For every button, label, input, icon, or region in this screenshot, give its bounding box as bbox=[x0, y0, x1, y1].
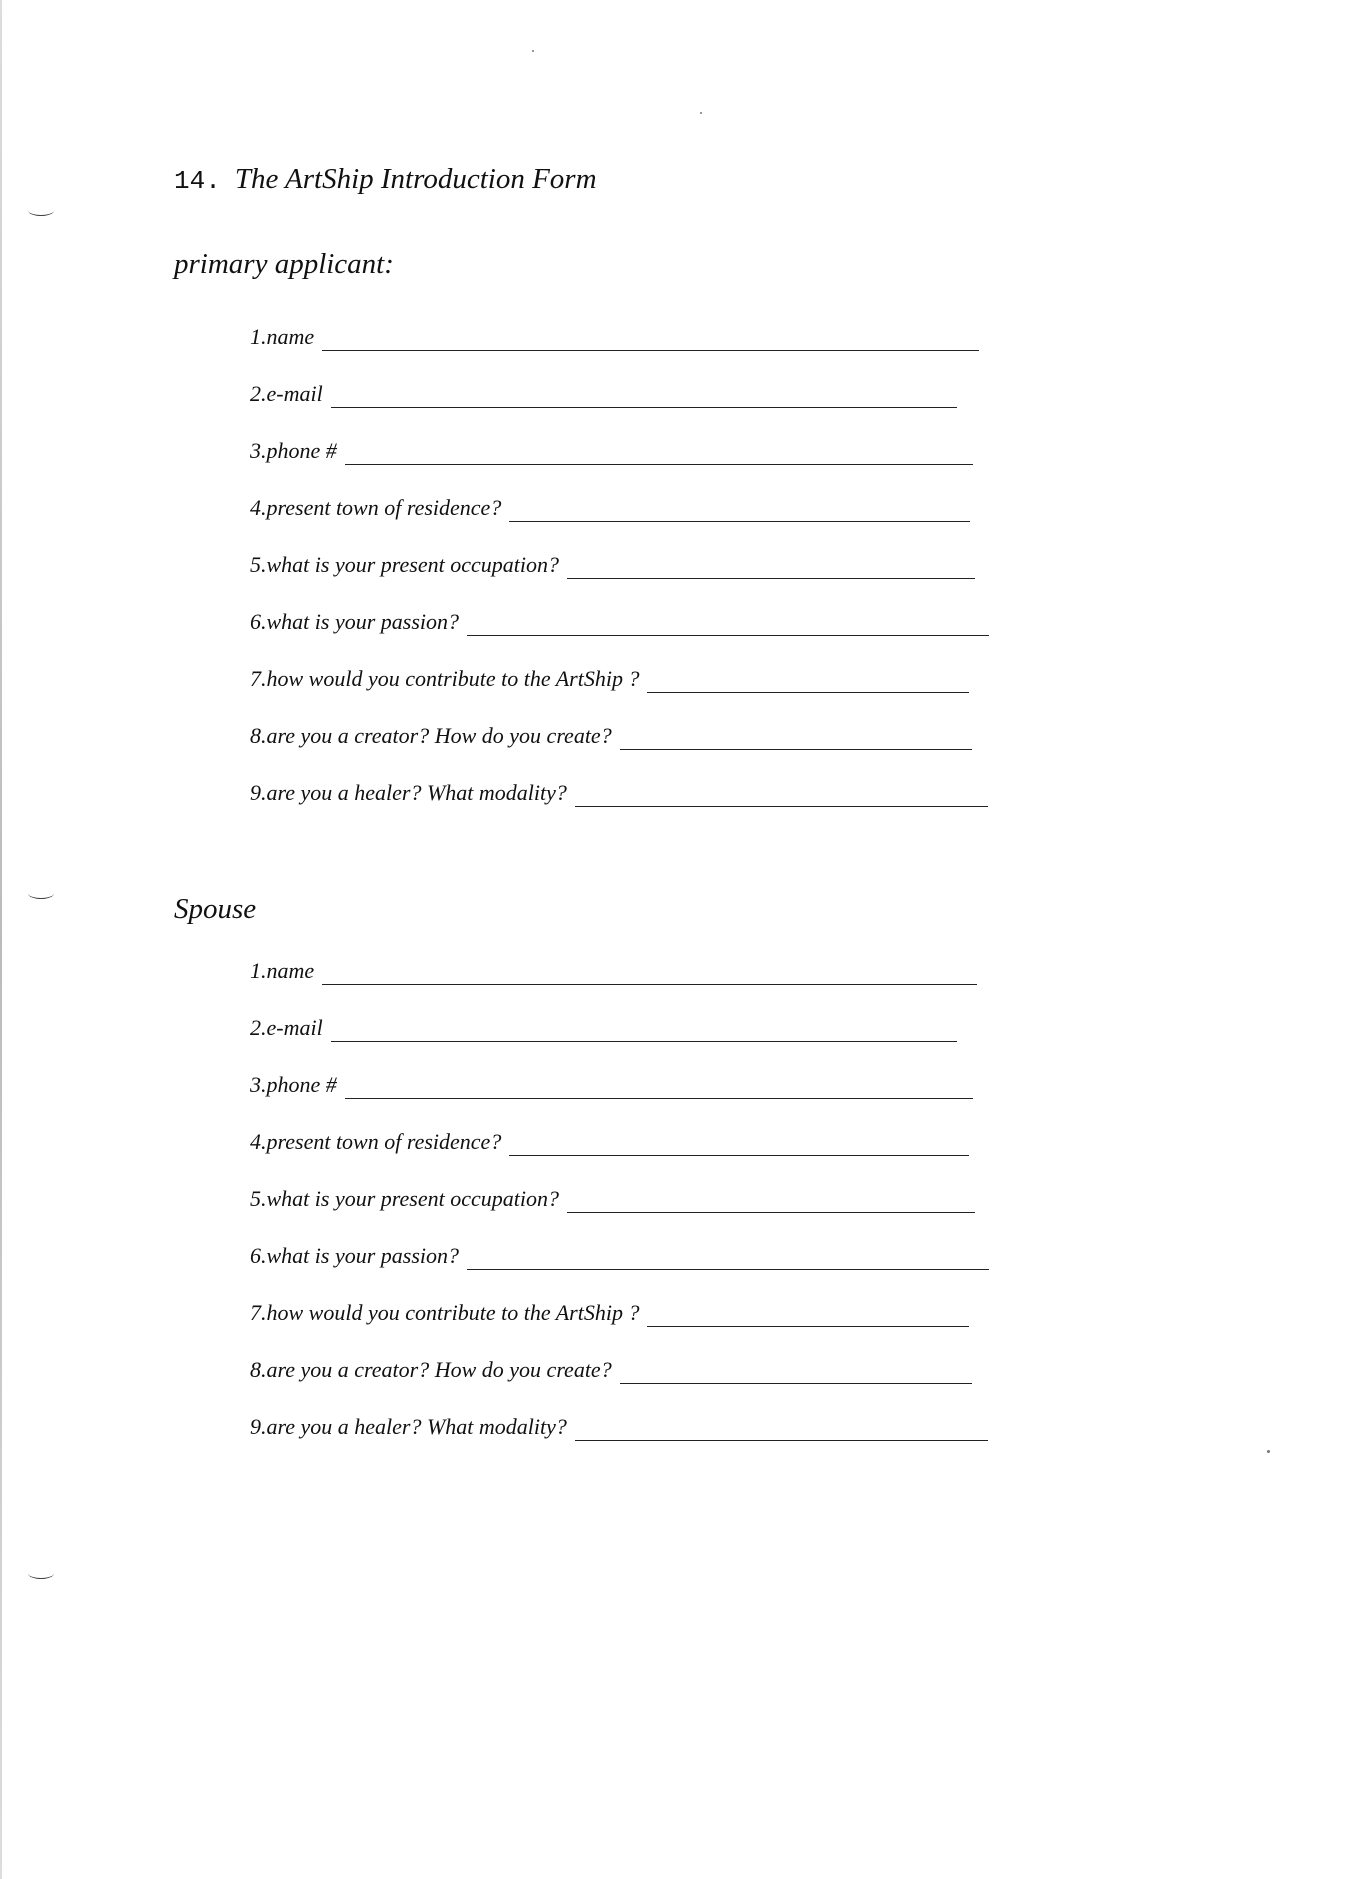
scan-speck bbox=[1267, 1450, 1270, 1453]
field-row bbox=[250, 428, 973, 468]
field-label: 5.what is your present occupation? bbox=[250, 1186, 559, 1211]
field-label: 3.phone # bbox=[250, 438, 337, 463]
field-row bbox=[250, 314, 979, 354]
answer-line[interactable] bbox=[620, 1382, 972, 1384]
field-row bbox=[250, 1404, 988, 1444]
answer-line[interactable] bbox=[575, 805, 988, 807]
field-label: 7.how would you contribute to the ArtShip ? bbox=[250, 1300, 640, 1325]
field-label: 2.e-mail bbox=[250, 381, 323, 406]
field-label: 5.what is your present occupation? bbox=[250, 552, 559, 577]
section-heading-spouse: Spouse bbox=[174, 893, 257, 925]
answer-line[interactable] bbox=[331, 406, 957, 408]
answer-line[interactable] bbox=[509, 1154, 969, 1156]
answer-line[interactable] bbox=[322, 349, 979, 351]
field-label: 8.are you a creator? How do you create? bbox=[250, 723, 612, 748]
field-label: 4.present town of residence? bbox=[250, 1129, 502, 1154]
field-label: 7.how would you contribute to the ArtShip ? bbox=[250, 666, 640, 691]
answer-line[interactable] bbox=[322, 983, 977, 985]
form-title-text: The ArtShip Introduction Form bbox=[234, 163, 597, 195]
answer-line[interactable] bbox=[567, 577, 975, 579]
field-row bbox=[250, 371, 957, 411]
field-row bbox=[250, 713, 972, 753]
answer-line[interactable] bbox=[575, 1439, 988, 1441]
scan-speck bbox=[532, 50, 534, 52]
answer-line[interactable] bbox=[509, 520, 970, 522]
answer-line[interactable] bbox=[647, 691, 969, 693]
scan-artifact bbox=[28, 888, 54, 899]
field-label: 6.what is your passion? bbox=[250, 609, 460, 634]
field-row bbox=[250, 1233, 989, 1273]
field-row bbox=[250, 542, 975, 582]
scan-artifact bbox=[28, 205, 54, 216]
field-label: 1.name bbox=[250, 958, 315, 983]
field-row bbox=[250, 1062, 973, 1102]
field-label: 9.are you a healer? What modality? bbox=[250, 1414, 567, 1439]
field-row bbox=[250, 1176, 975, 1216]
field-row bbox=[250, 656, 969, 696]
field-label: 4.present town of residence? bbox=[250, 495, 502, 520]
field-row bbox=[250, 948, 977, 988]
form-title bbox=[174, 163, 597, 196]
field-label: 3.phone # bbox=[250, 1072, 337, 1097]
answer-line[interactable] bbox=[620, 748, 972, 750]
field-row bbox=[250, 1119, 969, 1159]
field-row bbox=[250, 1290, 969, 1330]
field-label: 2.e-mail bbox=[250, 1015, 323, 1040]
answer-line[interactable] bbox=[567, 1211, 975, 1213]
field-row bbox=[250, 1005, 957, 1045]
answer-line[interactable] bbox=[345, 463, 973, 465]
form-number: 14. bbox=[174, 166, 221, 196]
field-row bbox=[250, 485, 970, 525]
answer-line[interactable] bbox=[647, 1325, 969, 1327]
field-label: 9.are you a healer? What modality? bbox=[250, 780, 567, 805]
field-row bbox=[250, 770, 988, 810]
scan-edge bbox=[0, 0, 2, 1879]
answer-line[interactable] bbox=[467, 1268, 989, 1270]
answer-line[interactable] bbox=[345, 1097, 973, 1099]
scan-speck bbox=[700, 112, 702, 114]
field-label: 6.what is your passion? bbox=[250, 1243, 460, 1268]
scan-artifact bbox=[28, 1568, 54, 1579]
field-row bbox=[250, 599, 989, 639]
field-row bbox=[250, 1347, 972, 1387]
field-label: 1.name bbox=[250, 324, 315, 349]
answer-line[interactable] bbox=[331, 1040, 957, 1042]
section-heading-primary: primary applicant: bbox=[174, 248, 394, 280]
answer-line[interactable] bbox=[467, 634, 989, 636]
field-label: 8.are you a creator? How do you create? bbox=[250, 1357, 612, 1382]
